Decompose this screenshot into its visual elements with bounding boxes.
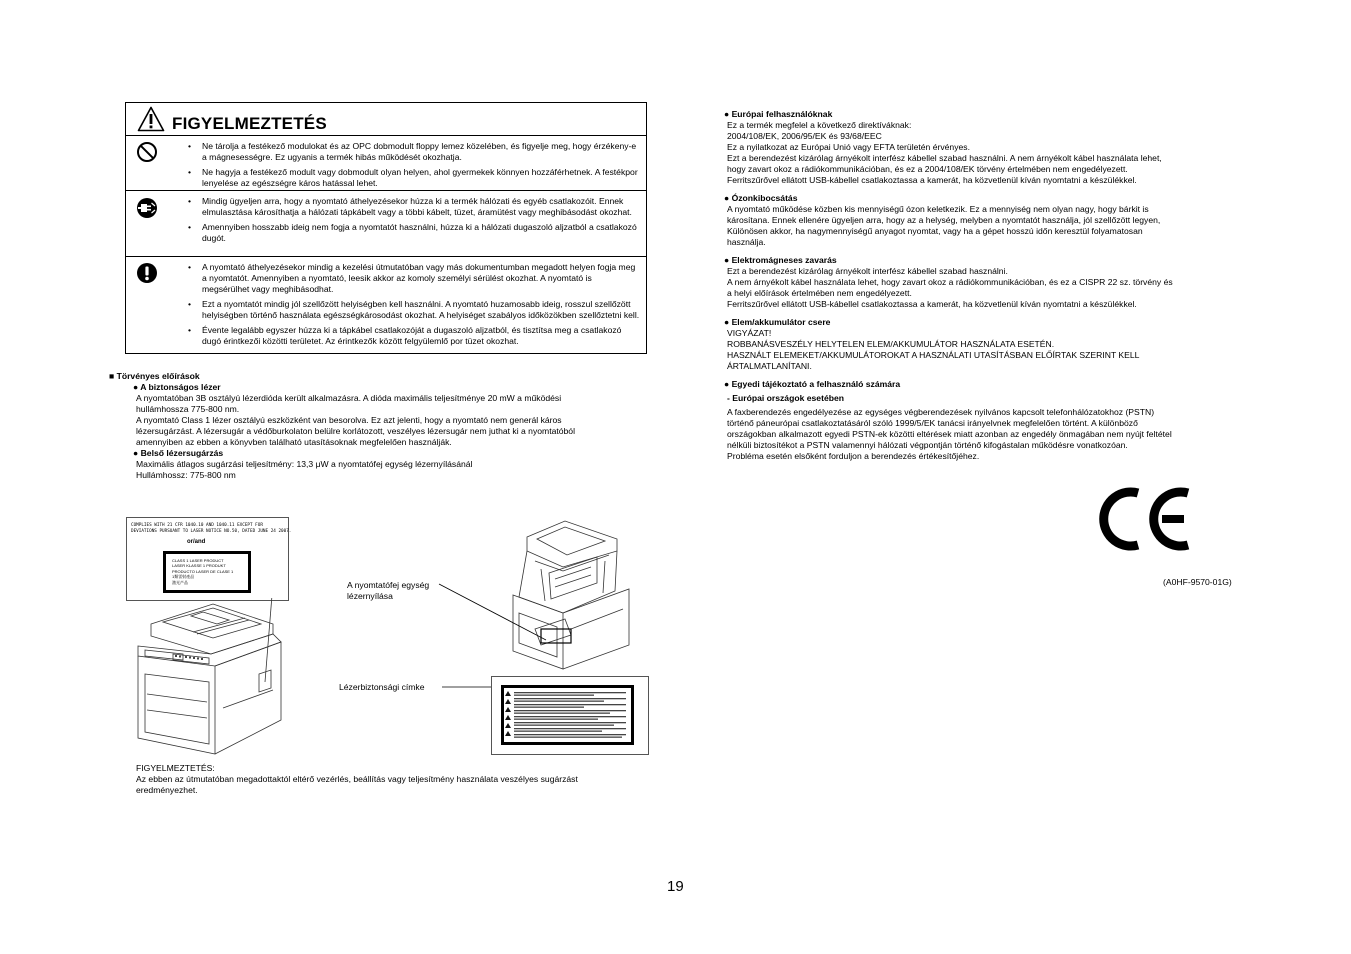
text-line: A nem árnyékolt kábel használata lehet, hogy zavart okoz a rádiókommunikációban, és ez a CISPR 22 sz. törvény és — [727, 277, 1173, 287]
text-line: 激光产品 — [172, 579, 188, 585]
text-line: Ez a termék megfelel a következő direktíváknak: — [727, 120, 912, 130]
internal-radiation-heading: ● Belső lézersugárzás — [133, 448, 224, 458]
warning-list-unplug — [188, 196, 640, 248]
user-info-text — [724, 407, 1244, 462]
text-line: amennyiben az ebben a könyvben található utasításoknak megfelelően használják. — [136, 437, 452, 447]
list-item: • A nyomtató áthelyezésekor mindig a kezelési útmutatóban vagy más dokumentumban megadott helyen fogja meg a nyomtatót. Amennyiben a nyomtató, leesik akkor az komoly személyi sérülést okozhat. A nyomtató is megsérülhet vagy meghibásodhat. — [188, 262, 640, 295]
warning-triangle-icon — [137, 106, 165, 132]
text-line: LASER KLASSE 1 PRODUKT — [172, 563, 226, 569]
aperture-callout — [347, 580, 429, 602]
text-line: A nyomtató működése közben kis mennyiségű ózon keletkezik. Ez a mennyiség nem olyan nagy, hogy bárkit is — [727, 204, 1149, 214]
user-info-heading: ● Egyedi tájékoztató a felhasználó számára — [724, 379, 901, 389]
text-line: A nyomtatóban 3B osztályú lézerdióda került alkalmazásra. A dióda maximális teljesítménye 20 mW a működési — [136, 393, 562, 403]
text-line: eredményezhet. — [136, 785, 198, 795]
laser-label-panel — [126, 517, 292, 601]
text-line: ROBBANÁSVESZÉLY HELYTELEN ELEM/AKKUMULÁTOR HASZNÁLATA ESETÉN. — [727, 339, 1055, 349]
text-line: hullámhossza 775-800 nm. — [136, 404, 240, 414]
text-line: A faxberendezés engedélyezése az egységes végberendezések nyilvános kapcsolt telefonhálózatokhoz (PSTN) — [727, 407, 1155, 417]
text-line: A nyomtató Class 1 lézer osztályú eszközként van besorolva. Ez azt jelenti, hogy a nyomtató nem generál káros — [136, 415, 562, 425]
text-line: Az ebben az útmutatóban megadottaktól eltérő vezérlés, beállítás vagy teljesítmény használata veszélyes sugárzást — [136, 774, 578, 784]
regulations-heading: ■ Törvényes előírások — [109, 371, 200, 381]
text-line: nélküli biztosítékot a PSTN valamennyi hálózati végpontján történő kifogástalan működésre vonatkozóan. — [727, 440, 1128, 450]
document-code: (A0HF-9570-01G) — [1163, 577, 1232, 587]
safety-label-graphic — [504, 688, 631, 742]
warning-row-storage — [126, 136, 646, 191]
text-line: országokban alkalmazott egyedi PSTN-ek közötti eltérések miatt azonban az engedély önmagában nem nyújt feltétel — [727, 429, 1172, 439]
text-line: lézernyílása — [347, 591, 393, 601]
battery-text — [724, 328, 1244, 372]
text-line: a helyi előírások értelmében nem engedélyezett. — [727, 288, 912, 298]
safety-label-inner — [501, 685, 634, 745]
list-item: • Amennyiben hosszabb ideig nem fogja a nyomtatót használni, húzza ki a hálózati dugaszoló aljzatból a csatlakozó dugót. — [188, 222, 640, 244]
warning-list-storage — [188, 141, 640, 193]
text-line: CLASS 1 LASER PRODUCT — [172, 558, 224, 563]
list-item: • Ezt a nyomtatót mindig jól szellőzött helyiségben kell használni. A nyomtató huzamosabb ideig, rosszul szellőzött helyiségben történő használata egészségkárosodást okozhat. A helyiséget szabályos időközökben szellőztetni kell. — [188, 299, 640, 321]
text-line: Ezt a berendezést kizárólag árnyékolt interfész kábellel szabad használni. — [727, 266, 1008, 276]
text-line: hogy zavart okoz a rádiókommunikációban, és ez a 2004/108/EK törvény értelmében nem engedélyezett. — [727, 164, 1128, 174]
text-line: Maximális átlagos sugárzási teljesítmény: 13,3 μW a nyomtatófej egység lézernyílásánál — [136, 459, 473, 469]
battery-heading: ● Elem/akkumulátor csere — [724, 317, 831, 327]
warning-row-handling — [126, 257, 646, 354]
text-line: VIGYÁZAT! — [727, 328, 772, 338]
exclamation-icon — [136, 262, 158, 284]
text-line: Hullámhossz: 775-800 nm — [136, 470, 236, 480]
eu-text — [724, 120, 1244, 186]
label-callout: Lézerbiztonsági címke — [339, 682, 425, 692]
text-line: Probléma esetén elsőként forduljon a berendezés értékesítőjéhez. — [727, 451, 980, 461]
text-line: COMPLIES WITH 21 CFR 1040.10 AND 1040.11 EXCEPT FOR — [131, 523, 263, 528]
figure-warning-title: FIGYELMEZTETÉS: — [136, 763, 215, 773]
label-compliance-text — [131, 523, 292, 535]
warning-row-unplug — [126, 191, 646, 257]
text-line: 1類雷射產品 — [172, 574, 195, 580]
class-label-text — [172, 558, 233, 585]
text-line: ÁRTALMATLANÍTANI. — [727, 361, 812, 371]
text-line: Ferritszűrővel ellátott USB-kábellel csatlakoztassa a kamerát, ha közvetlenül kíván nyomtatni a készülékkel. — [727, 299, 1137, 309]
text-line: történő páneurópai csatlakoztatásáról szóló 1999/5/EK tanácsi irányelvnek megfelelően történt. A különböző — [727, 418, 1138, 428]
ce-mark-logo — [1092, 483, 1194, 555]
text-line: DEVIATIONS PURSUANT TO LASER NOTICE NO.50, DATED JUNE 24 2007. — [131, 529, 292, 534]
prohibited-icon — [136, 141, 158, 163]
text-line: károsítana. Ennek ellenére ügyeljen arra, hogy az a helység, melyben a nyomtatót használja, jól szellőzött legyen, — [727, 215, 1161, 225]
text-line: Ez a nyilatkozat az Európai Unió vagy EFTA területén érvényes. — [727, 142, 970, 152]
label-or-and: or/and — [187, 539, 206, 545]
list-item: • Ne hagyja a festékező modult vagy dobmodult olyan helyen, ahol gyermekek könnyen hozzáférhetnek. A festékpor lenyelése az egészségre káros hatással lehet. — [188, 167, 640, 189]
label-leader-line — [442, 685, 492, 689]
laser-safety-text — [136, 393, 656, 448]
warning-list-handling — [188, 262, 640, 351]
text-line: A nyomtatófej egység — [347, 580, 430, 590]
safety-label-panel — [491, 676, 649, 755]
list-item: • Mindig ügyeljen arra, hogy a nyomtató áthelyezésekor húzza ki a termék hálózati és egyéb csatlakozóit. Ennek elmulasztása károsíthatja a hálózati tápkábelt vagy a többi kábelt, tüzet, áramütést vagy meghibásodást okozhat. — [188, 196, 640, 218]
text-line: Ezt a berendezést kizárólag árnyékolt interfész kábellel szabad használni. A nem árnyékolt kábel használata lehet, — [727, 153, 1162, 163]
text-line: Különösen akkor, ha nagymennyiségű anyagot nyomtat, vagy ha a gépet hosszú időn keresztül folyamatosan — [727, 226, 1143, 236]
list-item: • Évente legalább egyszer húzza ki a tápkábel csatlakozóját a dugaszoló aljzatból, és tisztítsa meg a csatlakozó dugó érintkezői közötti területet. Az érintkezők között felgyülemlő por tüzet okozhat. — [188, 325, 640, 347]
text-line: HASZNÁLT ELEMEKET/AKKUMULÁTOROKAT A HASZNÁLATI UTASÍTÁSBAN ELŐÍRTAK SZERINT KELL — [727, 350, 1140, 360]
page-number: 19 — [667, 878, 684, 895]
laser-safety-heading: ● A biztonságos lézer — [133, 382, 221, 392]
ozone-heading: ● Ózonkibocsátás — [724, 193, 798, 203]
text-line: PRODUCTO LASER DE CLASE 1 — [172, 568, 234, 574]
text-line: Ferritszűrővel ellátott USB-kábellel csatlakoztassa a kamerát, ha közvetlenül kíván nyomtatni a készülékkel. — [727, 175, 1137, 185]
text-line: használja. — [727, 237, 766, 247]
right-column — [724, 109, 1244, 462]
printer-closed-illustration — [133, 598, 288, 756]
aperture-leader-line — [438, 583, 548, 643]
text-line: 2004/108/EK, 2006/95/EK és 93/68/EEC — [727, 131, 882, 141]
warning-box — [125, 102, 647, 354]
emi-heading: ● Elektromágneses zavarás — [724, 255, 837, 265]
unplug-icon — [136, 197, 158, 219]
list-item: • Ne tárolja a festékező modulokat és az OPC dobmodult floppy lemez közelében, és figyelje meg, hogy érzékeny-e a mágnesességre. Ez ugyanis a termék hibás működését okozhatja. — [188, 141, 640, 163]
warning-header — [126, 103, 646, 136]
emi-text — [724, 266, 1244, 310]
user-info-subheading: - Európai országok esetében — [727, 393, 845, 403]
internal-radiation-text — [136, 459, 656, 481]
ozone-text — [724, 204, 1244, 248]
class-label-box — [163, 551, 251, 593]
eu-heading: ● Európai felhasználóknak — [724, 109, 833, 119]
figure-warning — [136, 763, 656, 796]
warning-title: FIGYELMEZTETÉS — [172, 114, 327, 133]
text-line: lézersugárzást. A lézersugár a védőburkolaton belülre korlátozott, veszélyes lézersugár nem juthat ki a nyomtatóból — [136, 426, 575, 436]
